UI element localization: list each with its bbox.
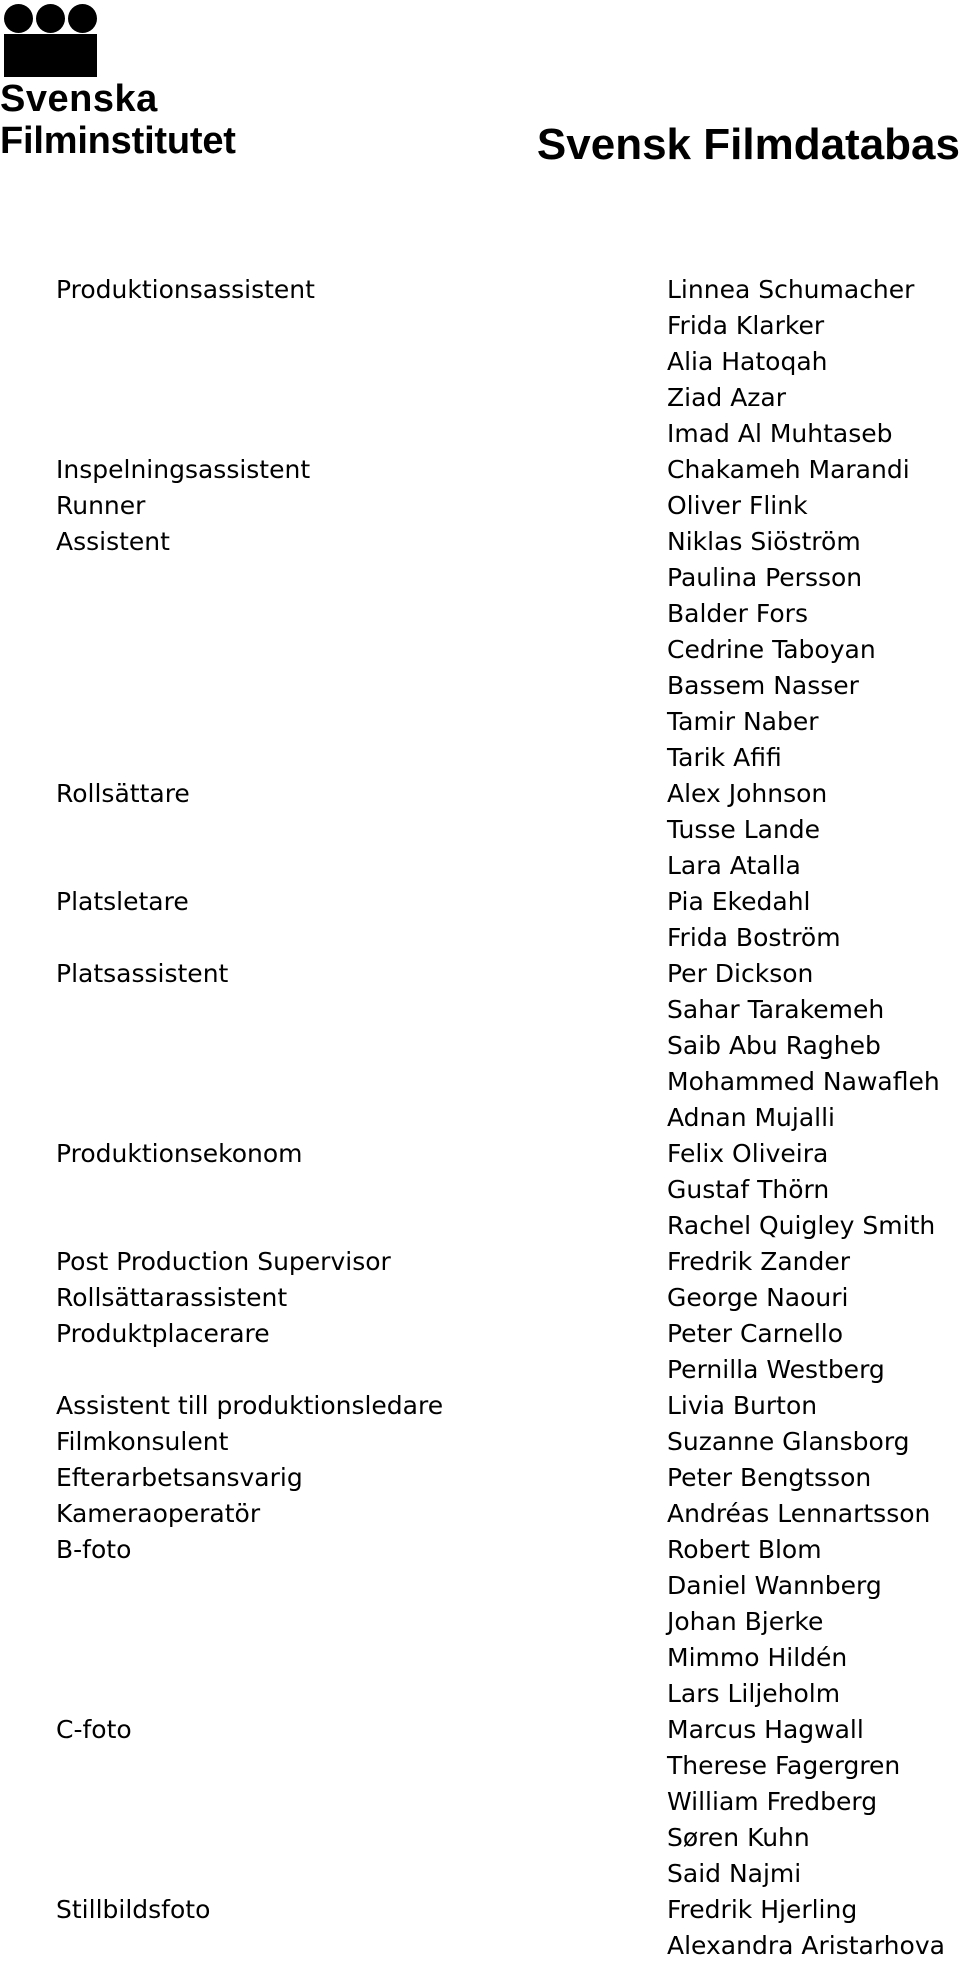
credit-row xyxy=(0,1352,960,1388)
credit-row xyxy=(0,812,960,848)
credit-name: Saib Abu Ragheb xyxy=(667,1031,881,1060)
credit-row xyxy=(0,1424,960,1460)
credit-row xyxy=(0,956,960,992)
credit-role: Kameraoperatör xyxy=(56,1499,261,1528)
credit-name: Niklas Siöström xyxy=(667,527,861,556)
credit-name: Imad Al Muhtaseb xyxy=(667,419,893,448)
credit-name: Livia Burton xyxy=(667,1391,818,1420)
credit-row xyxy=(0,1676,960,1712)
credit-role: Filmkonsulent xyxy=(56,1427,229,1456)
credit-name: Peter Carnello xyxy=(667,1319,844,1348)
logo-text-line2: Filminstitutet xyxy=(0,120,236,162)
credit-name: Frida Klarker xyxy=(667,311,825,340)
logo-text-line1: Svenska xyxy=(0,78,158,120)
credit-role: Produktionsekonom xyxy=(56,1139,303,1168)
credit-row xyxy=(0,1136,960,1172)
credit-row xyxy=(0,560,960,596)
credit-row xyxy=(0,920,960,956)
credit-name: Suzanne Glansborg xyxy=(667,1427,910,1456)
credit-row xyxy=(0,884,960,920)
credit-name: Said Najmi xyxy=(667,1859,802,1888)
credit-row xyxy=(0,488,960,524)
credit-row xyxy=(0,776,960,812)
credit-name: Ziad Azar xyxy=(667,383,787,412)
credit-name: Chakameh Marandi xyxy=(667,455,910,484)
credit-role: C-foto xyxy=(56,1715,132,1744)
credit-row xyxy=(0,452,960,488)
credit-row xyxy=(0,992,960,1028)
credit-role: Stillbildsfoto xyxy=(56,1895,211,1924)
credit-row xyxy=(0,272,960,308)
credit-name: Daniel Wannberg xyxy=(667,1571,882,1600)
credit-role: Assistent xyxy=(56,527,170,556)
credit-role: Assistent till produktionsledare xyxy=(56,1391,444,1420)
credit-role: Rollsättare xyxy=(56,779,190,808)
credit-name: Tusse Lande xyxy=(667,815,821,844)
credit-row xyxy=(0,596,960,632)
credit-name: Linnea Schumacher xyxy=(667,275,915,304)
credit-role: Efterarbetsansvarig xyxy=(56,1463,303,1492)
credit-row xyxy=(0,1604,960,1640)
credit-row xyxy=(0,524,960,560)
credit-name: Felix Oliveira xyxy=(667,1139,829,1168)
logo-dot xyxy=(36,4,65,33)
credit-row xyxy=(0,1892,960,1928)
credit-row xyxy=(0,1748,960,1784)
credit-role: Post Production Supervisor xyxy=(56,1247,391,1276)
credit-name: William Fredberg xyxy=(667,1787,878,1816)
credit-role: Produktionsassistent xyxy=(56,275,315,304)
credit-name: Mimmo Hildén xyxy=(667,1643,848,1672)
credit-row xyxy=(0,308,960,344)
credit-name: Rachel Quigley Smith xyxy=(667,1211,936,1240)
svenska-filminstitutet-logo xyxy=(0,0,270,170)
credit-name: Cedrine Taboyan xyxy=(667,635,876,664)
credit-row xyxy=(0,1316,960,1352)
credit-name: Sahar Tarakemeh xyxy=(667,995,885,1024)
credit-name: Adnan Mujalli xyxy=(667,1103,836,1132)
credit-row xyxy=(0,1280,960,1316)
credit-row xyxy=(0,1496,960,1532)
credit-row xyxy=(0,740,960,776)
credit-name: Fredrik Zander xyxy=(667,1247,851,1276)
credit-role: Rollsättarassistent xyxy=(56,1283,288,1312)
credit-name: Frida Boström xyxy=(667,923,841,952)
credit-row xyxy=(0,1064,960,1100)
credit-name: Bassem Nasser xyxy=(667,671,859,700)
credit-name: Pernilla Westberg xyxy=(667,1355,885,1384)
credit-name: Alia Hatoqah xyxy=(667,347,828,376)
credit-name: Tarik Afifi xyxy=(667,743,782,772)
credit-row xyxy=(0,1568,960,1604)
logo-square xyxy=(4,34,97,77)
credit-role: Runner xyxy=(56,491,146,520)
credit-row xyxy=(0,668,960,704)
credit-name: Pia Ekedahl xyxy=(667,887,811,916)
credit-name: Søren Kuhn xyxy=(667,1823,810,1852)
credit-role: B-foto xyxy=(56,1535,132,1564)
credit-name: Andréas Lennartsson xyxy=(667,1499,931,1528)
credit-name: Paulina Persson xyxy=(667,563,863,592)
credit-role: Platsletare xyxy=(56,887,189,916)
credit-name: Therese Fagergren xyxy=(667,1751,901,1780)
credit-name: Marcus Hagwall xyxy=(667,1715,864,1744)
credit-row xyxy=(0,1928,960,1964)
credit-name: Balder Fors xyxy=(667,599,808,628)
credit-row xyxy=(0,1208,960,1244)
credit-name: George Naouri xyxy=(667,1283,849,1312)
credit-role: Produktplacerare xyxy=(56,1319,270,1348)
credit-row xyxy=(0,1388,960,1424)
logo-dots xyxy=(4,4,97,33)
credit-row xyxy=(0,1820,960,1856)
credit-name: Mohammed Nawafleh xyxy=(667,1067,940,1096)
credit-role: Platsassistent xyxy=(56,959,229,988)
credit-row xyxy=(0,344,960,380)
credit-row xyxy=(0,1712,960,1748)
credit-row xyxy=(0,848,960,884)
credit-name: Alexandra Aristarhova xyxy=(667,1931,945,1960)
logo-dot xyxy=(4,4,33,33)
credit-row xyxy=(0,632,960,668)
page-title: Svensk Filmdatabas xyxy=(536,120,960,169)
credit-row xyxy=(0,1640,960,1676)
credit-row xyxy=(0,1028,960,1064)
credit-name: Gustaf Thörn xyxy=(667,1175,830,1204)
credit-name: Lars Liljeholm xyxy=(667,1679,841,1708)
credit-name: Tamir Naber xyxy=(667,707,819,736)
credit-row xyxy=(0,416,960,452)
credit-name: Alex Johnson xyxy=(667,779,828,808)
credit-row xyxy=(0,1244,960,1280)
credit-name: Oliver Flink xyxy=(667,491,808,520)
credit-row xyxy=(0,1784,960,1820)
credit-name: Peter Bengtsson xyxy=(667,1463,872,1492)
credit-row xyxy=(0,704,960,740)
credit-role: Inspelningsassistent xyxy=(56,455,311,484)
credit-row xyxy=(0,1460,960,1496)
credit-name: Johan Bjerke xyxy=(667,1607,824,1636)
credit-row xyxy=(0,380,960,416)
credit-row xyxy=(0,1100,960,1136)
credit-name: Per Dickson xyxy=(667,959,814,988)
credit-row xyxy=(0,1172,960,1208)
credit-name: Robert Blom xyxy=(667,1535,822,1564)
credit-row xyxy=(0,1856,960,1892)
credit-name: Fredrik Hjerling xyxy=(667,1895,858,1924)
credit-name: Lara Atalla xyxy=(667,851,801,880)
credit-row xyxy=(0,1532,960,1568)
logo-dot xyxy=(68,4,97,33)
